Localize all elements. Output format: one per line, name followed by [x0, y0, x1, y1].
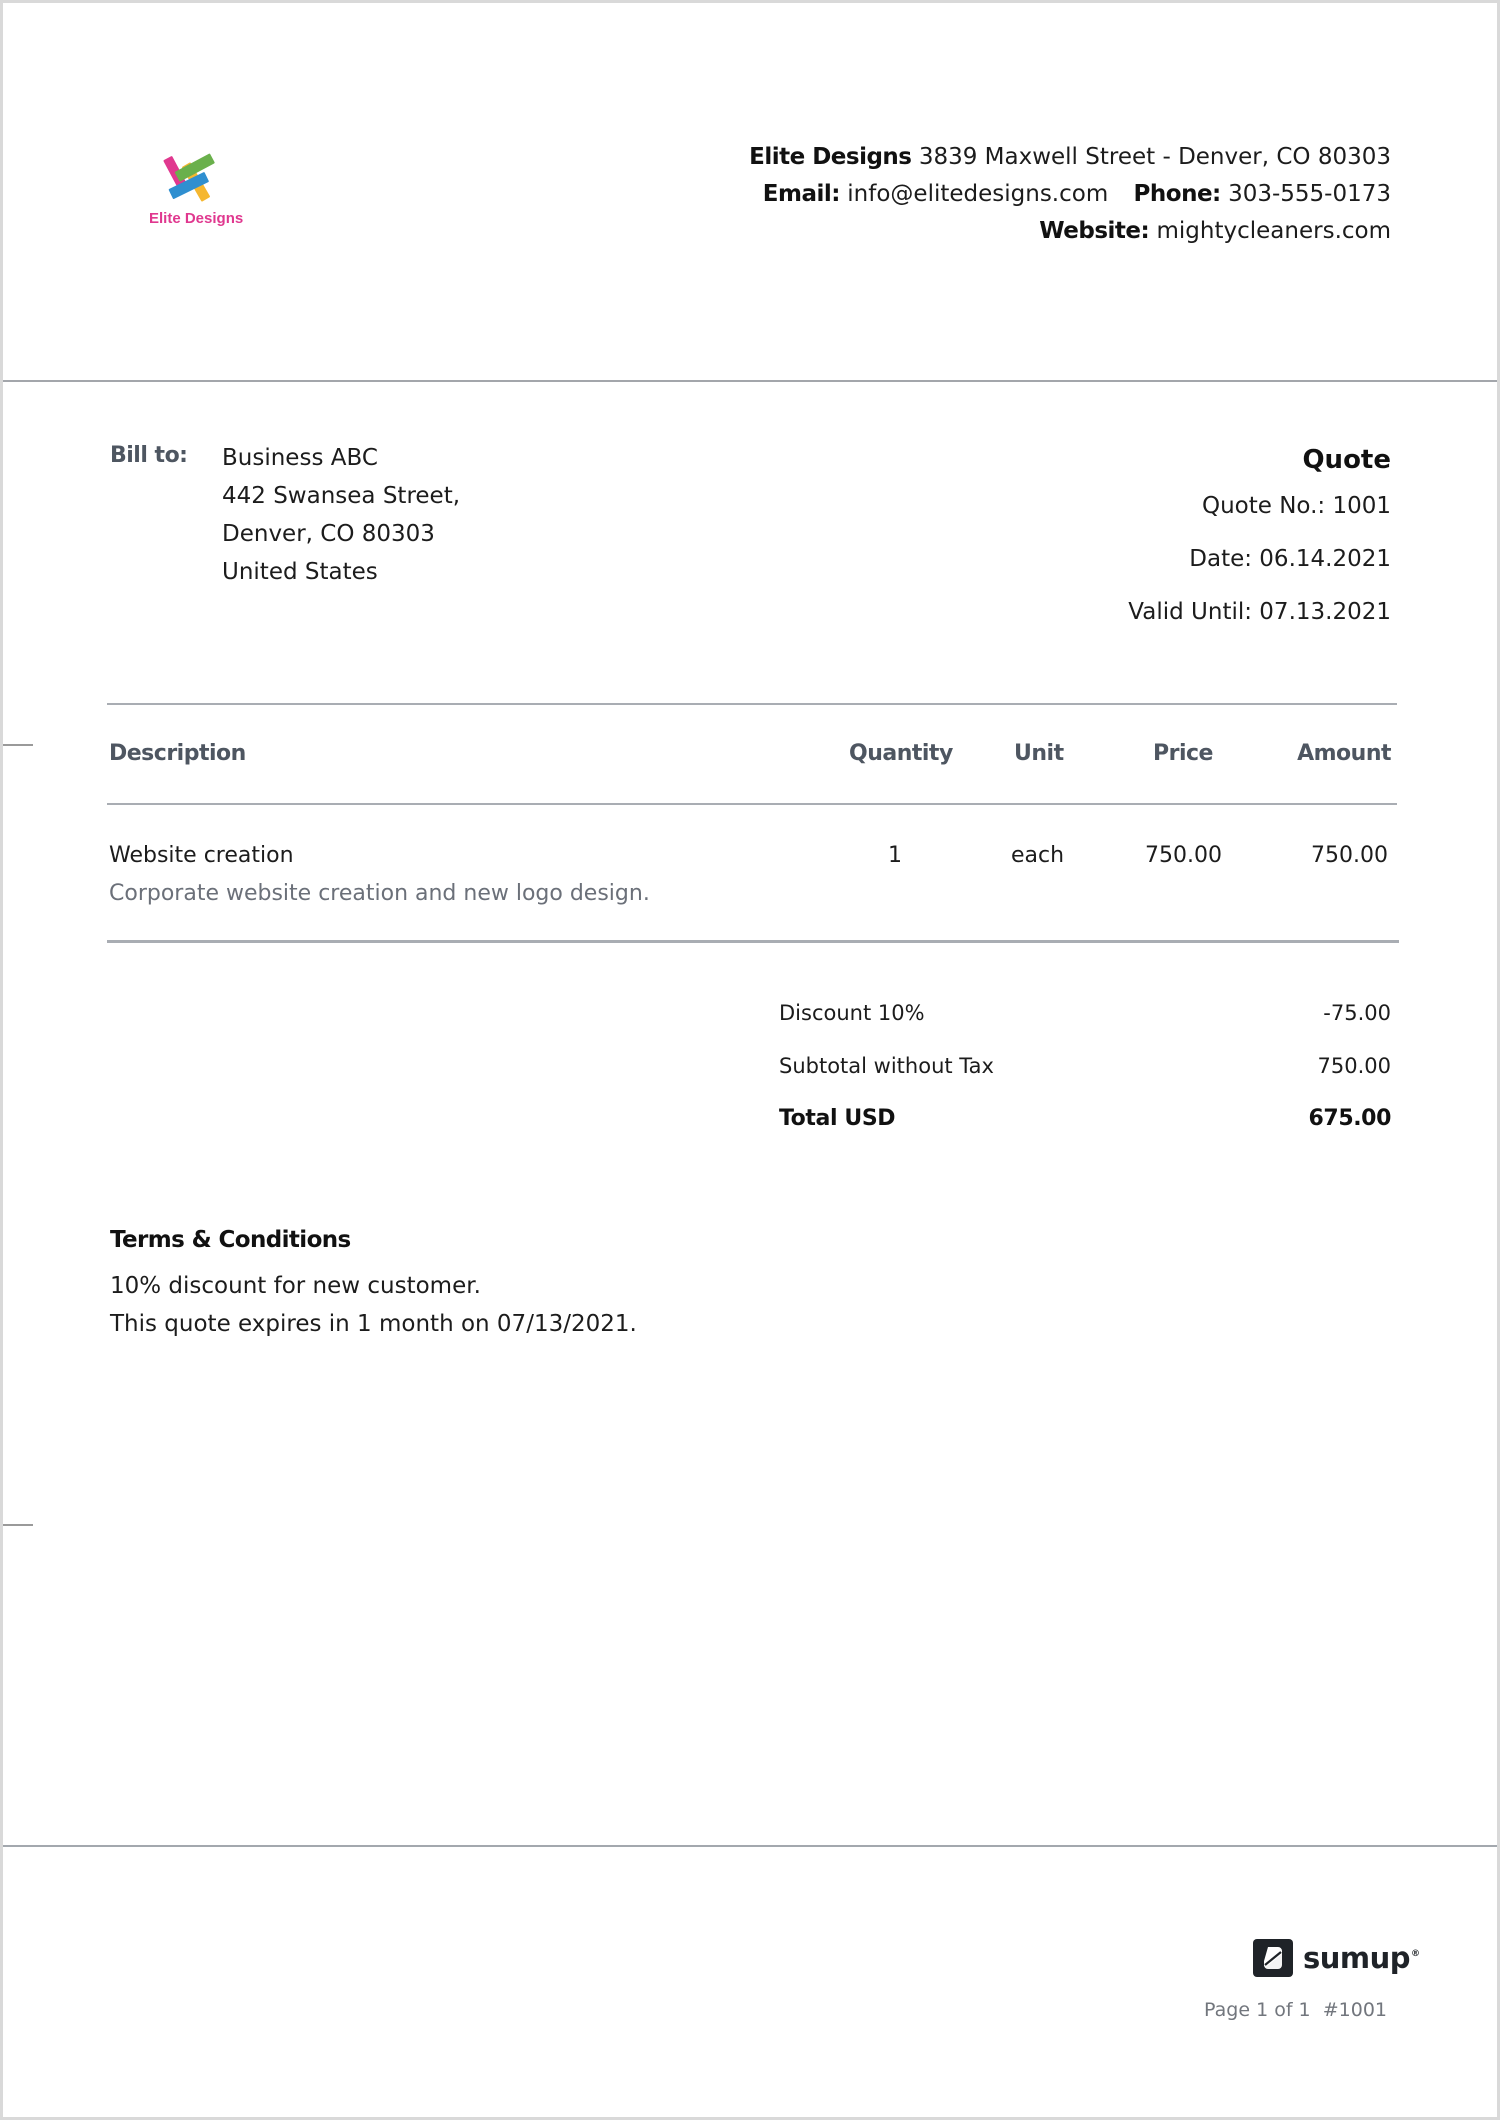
company-info — [749, 139, 1391, 250]
item-amount: 750.00 — [1311, 843, 1388, 868]
terms-body — [110, 1267, 637, 1343]
bill-to-line: United States — [222, 559, 378, 585]
col-header-quantity: Quantity — [849, 741, 953, 766]
company-address: 3839 Maxwell Street - Denver, CO 80303 — [918, 144, 1391, 170]
col-header-description: Description — [109, 741, 246, 766]
company-website-line — [749, 213, 1391, 250]
bill-to-line: Business ABC — [222, 445, 378, 471]
quote-meta — [1128, 445, 1391, 652]
item-unit: each — [1011, 843, 1065, 868]
quote-number: Quote No.: 1001 — [1201, 493, 1391, 519]
company-logo — [143, 148, 263, 238]
company-website[interactable]: mightycleaners.com — [1156, 218, 1391, 244]
bill-to-line: Denver, CO 80303 — [222, 521, 435, 547]
discount-value: -75.00 — [1323, 1001, 1391, 1025]
table-header-rule — [107, 803, 1397, 805]
subtotal-label: Subtotal without Tax — [779, 1054, 994, 1078]
item-price: 750.00 — [1145, 843, 1222, 868]
quote-valid-until: Valid Until: 07.13.2021 — [1128, 599, 1391, 625]
company-contact-line — [749, 176, 1391, 213]
subtotal-value: 750.00 — [1317, 1054, 1391, 1078]
phone-label: Phone: — [1133, 181, 1221, 207]
company-phone: 303-555-0173 — [1228, 181, 1391, 207]
sumup-logo-icon — [1253, 1939, 1293, 1977]
total-value: 675.00 — [1308, 1106, 1391, 1131]
quote-date: Date: 06.14.2021 — [1189, 546, 1391, 572]
col-header-unit: Unit — [1014, 741, 1064, 766]
logo-text: Elite Designs — [149, 210, 244, 227]
item-quantity: 1 — [888, 843, 902, 868]
fold-mark — [3, 744, 33, 746]
bill-to-address — [222, 439, 460, 591]
sumup-branding — [1253, 1938, 1420, 1978]
header-divider — [3, 380, 1497, 382]
col-header-price: Price — [1153, 741, 1213, 766]
company-name: Elite Designs — [749, 144, 912, 170]
company-address-line — [749, 139, 1391, 176]
bill-to-label: Bill to: — [110, 443, 188, 468]
sumup-wordmark — [1303, 1941, 1420, 1975]
page-number: Page 1 of 1 #1001 — [1204, 1999, 1387, 2021]
item-detail: Corporate website creation and new logo design. — [109, 881, 650, 906]
email-label: Email: — [762, 181, 840, 207]
registered-mark: ® — [1411, 1949, 1420, 1959]
terms-line: This quote expires in 1 month on 07/13/2021. — [110, 1311, 637, 1337]
bill-to-line: 442 Swansea Street, — [222, 483, 461, 509]
fold-mark — [3, 1524, 33, 1526]
elite-designs-logo-icon — [143, 148, 263, 210]
col-header-amount: Amount — [1297, 741, 1391, 766]
table-top-rule — [107, 703, 1397, 705]
footer-divider — [3, 1845, 1497, 1847]
sumup-brand-text: sumup — [1303, 1941, 1411, 1975]
total-label: Total USD — [779, 1106, 896, 1131]
item-description: Website creation — [109, 843, 294, 868]
quote-title: Quote — [1302, 445, 1391, 475]
discount-label: Discount 10% — [779, 1001, 925, 1025]
company-email[interactable]: info@elitedesigns.com — [847, 181, 1109, 207]
website-label: Website: — [1039, 218, 1150, 244]
table-bottom-rule — [107, 940, 1399, 943]
terms-title: Terms & Conditions — [110, 1227, 351, 1253]
terms-line: 10% discount for new customer. — [110, 1273, 481, 1299]
